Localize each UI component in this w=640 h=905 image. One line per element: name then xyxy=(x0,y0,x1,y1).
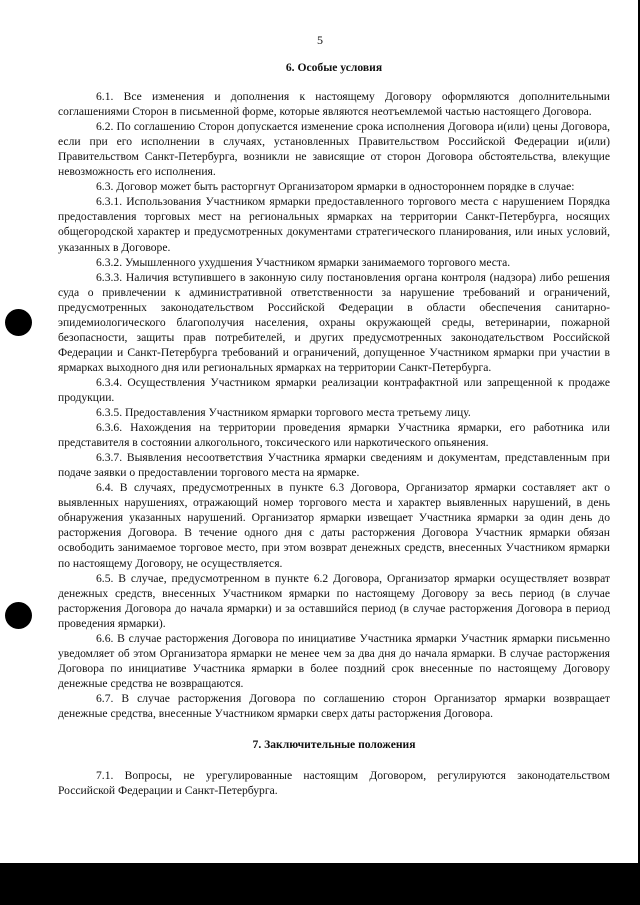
clause-6-6: 6.6. В случае расторжения Договора по инициативе Участника ярмарки Участник ярмарки письменно уведомляет об этом Организатора ярмарки не менее чем за два дня до начала ярмарки. В случае расторжения Договора по инициативе Участника ярмарки в более поздний срок внесенные по настоящему Договору денежные средства не возвращаются. xyxy=(58,631,610,690)
clause-6-7: 6.7. В случае расторжения Договора по соглашению сторон Организатор ярмарки возвращает денежные средства, внесенные Участником ярмарки сверх даты расторжения Договора. xyxy=(58,691,610,720)
section-title-special-conditions: 6. Особые условия xyxy=(285,61,383,74)
document-body xyxy=(58,60,610,798)
clause-6-5: 6.5. В случае, предусмотренном в пункте 6.2 Договора, Организатор ярмарки осуществляет возврат денежных средств, внесенных Участником ярмарки по настоящему Договору за весь период (в случае расторжения Договора до начала ярмарки) и за оставшийся период (в случае расторжения Договора в период проведения ярмарки). xyxy=(58,571,610,630)
page-number: 5 xyxy=(317,33,323,47)
punch-hole-mark xyxy=(5,602,32,629)
clause-6-3-7: 6.3.7. Выявления несоответствия Участника ярмарки сведениям и документам, представленным при подаче заявки о предоставлении торгового места на ярмарке. xyxy=(58,451,610,480)
clause-6-3: 6.3. Договор может быть расторгнут Организатором ярмарки в одностороннем порядке в случае: xyxy=(96,180,575,194)
clause-6-3-4: 6.3.4. Осуществления Участником ярмарки реализации контрафактной или запрещенной к продаже продукции. xyxy=(58,375,610,404)
section-title-final-provisions: 7. Заключительные положения xyxy=(252,738,416,752)
clause-6-4: 6.4. В случаях, предусмотренных в пункте 6.3 Договора, Организатор ярмарки составляет акт о выявленных нарушениях, отражающий номер торгового места и характер выявленных нарушений, в день обнаружения указанных нарушений. Организатор ярмарки извещает Участника ярмарки за один день до расторжения Договора. В течение одного дня с даты расторжения Договора Участник ярмарки обязан освободить занимаемое торговое место, при этом возврат денежных средств, внесенных Участником ярмарки по настоящему Договору, не осуществляется. xyxy=(58,481,610,570)
clause-7-1: 7.1. Вопросы, не урегулированные настоящим Договором, регулируются законодательством Российской Федерации и Санкт-Петербурга. xyxy=(58,769,610,798)
clause-6-3-6: 6.3.6. Нахождения на территории проведения ярмарки Участника ярмарки, его работника или представителя в состоянии алкогольного, токсического или наркотического опьянения. xyxy=(58,421,610,450)
punch-hole-mark xyxy=(5,309,32,336)
clause-6-3-2: 6.3.2. Умышленного ухудшения Участником ярмарки занимаемого торгового места. xyxy=(96,255,511,269)
clause-6-3-3: 6.3.3. Наличия вступившего в законную силу постановления органа контроля (надзора) либо решения суда о привлечении к административной ответственности за нарушение требований и ограничений, предусмотренных законодательством Российской Федерации в области обеспечения санитарно-эпидемиологического благополучия населения, охраны окружающей среды, ветеринарии, пожарной безопасности, защиты прав потребителей, и других предусмотренных законодательством Российской Федерации и Санкт-Петербурга требований и ограничений, допущенное Участником ярмарки при участии в ярмарках выходного дня или региональных ярмарках на территории Санкт-Петербурга. xyxy=(58,270,610,374)
clause-6-3-1: 6.3.1. Использования Участником ярмарки предоставленного торгового места с нарушением Порядка предоставления торговых мест на региональных ярмарках на территории Санкт-Петербурга, носящих общегородской характер и предусмотренных документами стратегического планирования, или иных условий, указанных в Договоре. xyxy=(58,195,610,254)
clause-6-2: 6.2. По соглашению Сторон допускается изменение срока исполнения Договора и(или) цены Договора, если при его исполнении в случаях, установленных Правительством Российской Федерации и(или) Правительством Санкт-Петербурга, возникли не зависящие от сторон Договора обстоятельства, влекущие невозможность его исполнения. xyxy=(58,120,610,179)
scan-bottom-border xyxy=(0,863,640,905)
clause-6-3-5: 6.3.5. Предоставления Участником ярмарки торгового места третьему лицу. xyxy=(96,406,471,420)
clause-6-1: 6.1. Все изменения и дополнения к настоящему Договору оформляются дополнительными соглашениями Сторон в письменной форме, которые являются неотъемлемой частью настоящего Договора. xyxy=(58,90,610,119)
